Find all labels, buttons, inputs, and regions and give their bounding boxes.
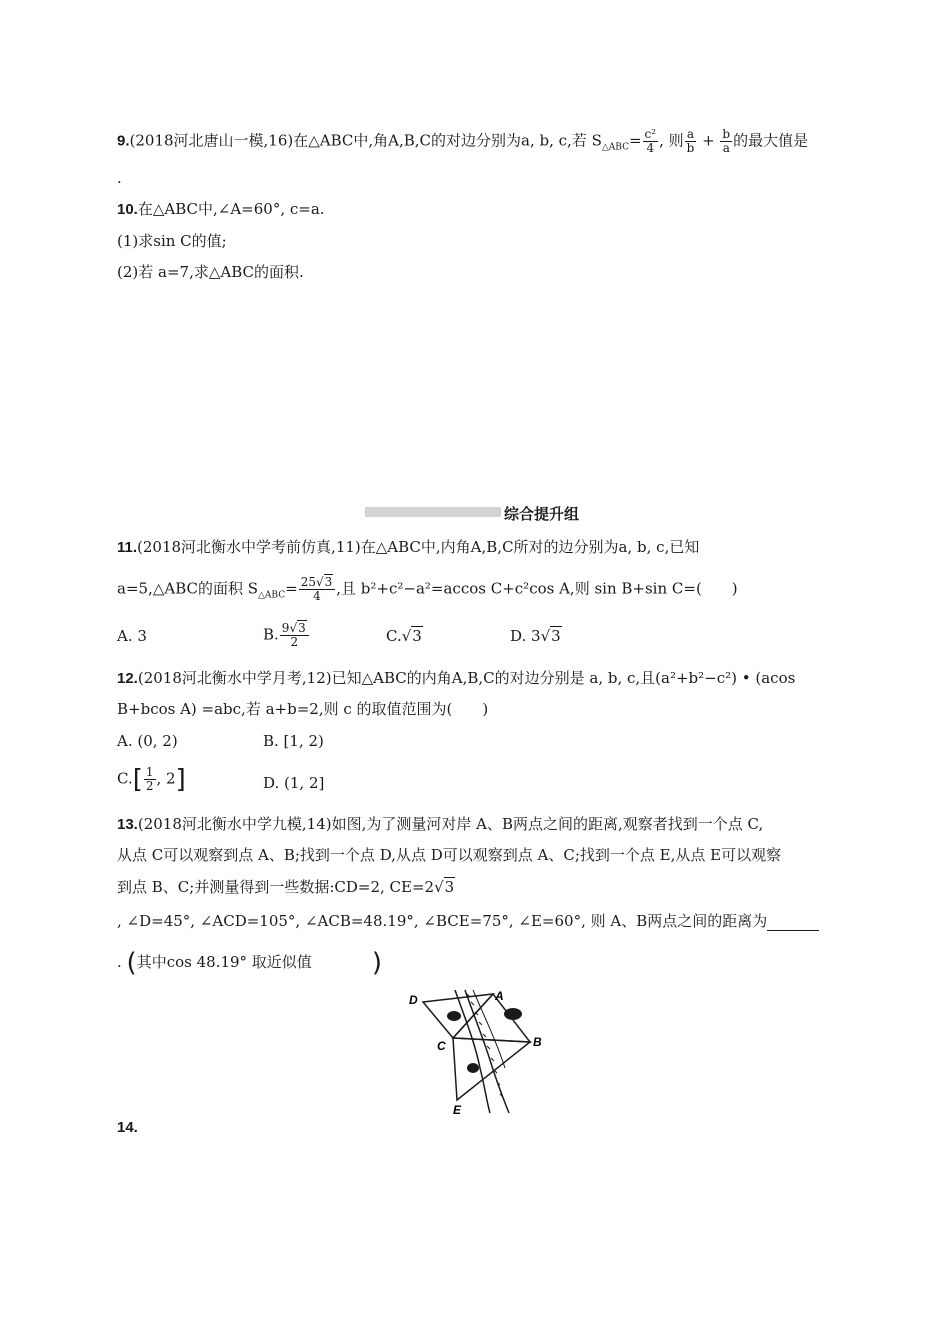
q10-part1: (1)求sin C的值;: [117, 232, 227, 250]
q13-line3: 到点 B、C;并测量得到一些数据:CD=2, CE=2√3: [117, 878, 455, 896]
tree-icon-3: [467, 1063, 479, 1073]
q11-text-line2a: a=5,△ABC的面积 S: [117, 579, 259, 598]
q9-fraction-b-over-a: [720, 128, 732, 155]
q13-text-line5a: .: [117, 953, 127, 971]
q11-option-a[interactable]: A. 3: [117, 627, 147, 645]
q12-line2: B+bcos A) =abc,若 a+b=2,则 c 的取值范围为( ): [117, 700, 489, 718]
q11-option-b-fraction: [280, 622, 309, 649]
q11-text-line1: (2018河北衡水中学考前仿真,11)在△ABC中,内角A,B,C所对的边分别为a, b, c,已知: [137, 538, 700, 556]
q11-option-b-radicand: 3: [298, 621, 306, 635]
q13-number: 13.: [117, 816, 138, 833]
q13-left-paren: (: [126, 948, 137, 978]
label-e: E: [453, 1103, 462, 1117]
tree-icon-2: [504, 1008, 522, 1020]
q12-option-c-den: 2: [145, 779, 154, 793]
q11-option-d-radicand: 3: [551, 627, 561, 645]
q9-frac3-num: b: [722, 127, 731, 141]
q13-answer-blank[interactable]: [767, 916, 819, 931]
q12-option-c-rest: , 2: [156, 769, 176, 788]
q9-frac2-den: b: [686, 141, 695, 155]
q11-area-coef: 25: [300, 575, 316, 589]
q12-number: 12.: [117, 670, 138, 687]
q9-text-a: (2018河北唐山一模,16)在△ABC中,角A,B,C的对边分别为a, b, c,若 S: [129, 131, 602, 150]
triangle-cbe: [453, 1038, 530, 1100]
tree-icon-1: [447, 1011, 461, 1021]
q11-area-num: 25√3: [299, 576, 336, 590]
q11-area-den: 4: [313, 589, 321, 603]
q11-line1: [117, 537, 699, 558]
q11-option-b[interactable]: [263, 622, 310, 649]
q9-frac1-num: c²: [644, 127, 657, 141]
q12-option-b[interactable]: B. [1, 2): [263, 732, 324, 750]
q13-text-line5b: 其中cos 48.19° 取近似值: [136, 953, 312, 971]
q9-text-c: 的最大值是: [733, 131, 809, 150]
q12-option-c[interactable]: C.[ $\frac{1}{2}$ , 2]: [117, 764, 186, 795]
q9-frac2-num: a: [686, 127, 695, 141]
q11-eq: =: [285, 579, 298, 598]
q13-line2: 从点 C可以观察到点 A、B;找到一个点 D,从点 D可以观察到点 A、C;找到一个点 E,从点 E可以观察: [117, 846, 782, 864]
label-d: D: [409, 993, 418, 1007]
q11-option-d-label: D. 3: [510, 627, 541, 645]
q13-line4: [117, 911, 819, 931]
q9-text-b: , 则: [659, 131, 684, 150]
q9-plus: +: [697, 131, 720, 150]
q11-area-radicand: 3: [324, 575, 333, 589]
q14-line1: [117, 1117, 138, 1138]
q10-part2: (2)若 a=7,求△ABC的面积.: [117, 263, 304, 281]
river-bank-2: [465, 990, 509, 1113]
q12-line1: [117, 668, 795, 689]
q13-line1: [117, 814, 763, 835]
label-a: A: [495, 989, 504, 1003]
q9-line2: .: [117, 169, 122, 187]
q11-option-b-label: B.: [263, 625, 279, 644]
q9-fraction-a-over-b: [685, 128, 697, 155]
q12-option-d[interactable]: D. (1, 2]: [263, 774, 325, 792]
q12-text-line1: (2018河北衡水中学月考,12)已知△ABC的内角A,B,C的对边分别是 a, b, c,且(a²+b²−c²) • (acos: [137, 669, 796, 687]
river-measurement-figure: [405, 988, 550, 1118]
section-divider-bar: [365, 507, 501, 517]
q12-option-c-num: 1: [145, 765, 154, 779]
q11-subscript: △ABC: [258, 590, 286, 601]
q14-number: 14.: [117, 1119, 138, 1136]
q9-fraction-area: [643, 128, 659, 155]
q12-option-a[interactable]: A. (0, 2): [117, 732, 178, 750]
q9-eq: =: [628, 131, 642, 150]
q10-line1: [117, 199, 325, 220]
q13-line5: [117, 948, 382, 978]
q11-number: 11.: [117, 539, 138, 556]
q13-text-line3: 到点 B、C;并测量得到一些数据:CD=2, CE=2: [117, 878, 435, 896]
q11-option-c-label: C.: [386, 627, 402, 645]
q11-text-line2b: ,且 b²+c²−a²=accos C+c²cos A,则 sin B+sin C=( ): [336, 579, 738, 598]
q13-right-paren: ): [371, 948, 382, 978]
q11-option-b-num: 9√3: [280, 622, 309, 636]
q13-text-line4: , ∠D=45°, ∠ACD=105°, ∠ACB=48.19°, ∠BCE=75°, ∠E=60°, 则 A、B两点之间的距离为: [117, 912, 768, 930]
q9-number: 9.: [117, 132, 130, 150]
q11-option-c[interactable]: C.√3: [386, 627, 422, 645]
q9-frac3-den: a: [722, 141, 730, 155]
q9-frac1-den: 4: [646, 141, 655, 155]
q9-subscript: △ABC: [601, 142, 629, 153]
q13-text-line1: (2018河北衡水中学九模,14)如图,为了测量河对岸 A、B两点之间的距离,观察者找到一个点 C,: [137, 815, 764, 833]
section-title: 综合提升组: [504, 506, 580, 523]
q9-line1: [117, 128, 808, 158]
river-bank-1: [455, 990, 490, 1113]
q12-option-c-fraction: [144, 766, 156, 793]
q11-option-b-coef: 9: [281, 621, 290, 635]
q10-number: 10.: [117, 201, 138, 218]
q12-option-c-label: C.: [117, 769, 133, 788]
q11-area-fraction: [299, 576, 336, 603]
q11-option-b-den: 2: [290, 635, 299, 649]
q13-ce-radicand: 3: [444, 878, 455, 896]
q11-option-d[interactable]: D. 3√3: [510, 627, 561, 645]
q10-text: 在△ABC中,∠A=60°, c=a.: [137, 200, 325, 218]
label-b: B: [533, 1035, 542, 1049]
label-c: C: [437, 1039, 446, 1053]
q11-line2: [117, 576, 738, 606]
q11-option-c-radicand: 3: [412, 627, 422, 645]
